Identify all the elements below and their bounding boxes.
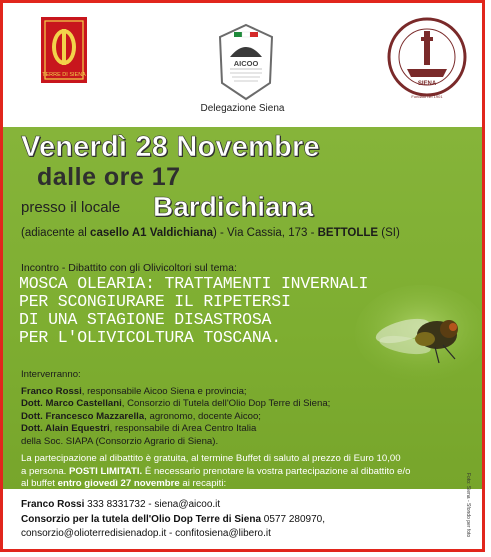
- talk-title-line: MOSCA OLEARIA: TRATTAMENTI INVERNALI: [19, 274, 369, 293]
- dop-logo: [41, 17, 87, 83]
- svg-text:AICOO: AICOO: [233, 59, 259, 68]
- svg-text:Fondato nel 1901: Fondato nel 1901: [411, 94, 443, 99]
- event-time: dalle ore 17: [37, 163, 181, 191]
- speakers-list: [21, 369, 330, 449]
- talk-title-line: DI UNA STAGIONE DISASTROSA: [19, 310, 272, 329]
- speaker-item: Dott. Francesco Mazzarella, agronomo, docente Aicoo;: [21, 410, 261, 422]
- aicoo-logo: [216, 23, 276, 101]
- contact-line: consorzio@olioterredisienadop.it - confitosiena@libero.it: [21, 528, 271, 539]
- venue-address: (adiacente al casello A1 Valdichiana) - Via Cassia, 173 - BETTOLLE (SI): [21, 227, 400, 239]
- event-date: Venerdì 28 Novembre: [21, 131, 320, 163]
- contacts-block: [21, 498, 325, 542]
- talk-intro: Incontro - Dibattito con gli Olivicoltori sul tema:: [21, 262, 237, 274]
- speaker-item: Dott. Marco Castellani, Consorzio di Tutela dell'Olio Dop Terre di Siena;: [21, 398, 331, 410]
- contact-line: Consorzio per la tutela dell'Olio Dop Terre di Siena 0577 280970,: [21, 513, 325, 525]
- speakers-heading: Interverranno:: [21, 369, 81, 380]
- speaker-item: Dott. Alain Equestri, responsabile di Area Centro Italia: [21, 423, 257, 435]
- contact-line: Franco Rossi 333 8331732 - siena@aicoo.it: [21, 499, 221, 510]
- participation-info: La partecipazione al dibattito è gratuita, al termine Buffet di saluto al prezzo di Euro 10,00 a persona. POSTI LIMITATI. È necessario prenotare la vostra partecipazione al dibattito e/o al buffet entro giovedì 27 novembre ai recapiti:: [21, 453, 411, 489]
- delegazione-label: Delegazione Siena: [200, 103, 285, 114]
- talk-title: [19, 275, 379, 347]
- talk-title-line: PER L'OLIVICOLTURA TOSCANA.: [19, 328, 281, 347]
- presso-label: presso il locale: [21, 199, 121, 216]
- speaker-item: della Soc. SIAPA (Consorzio Agrario di Siena).: [21, 435, 219, 447]
- photo-credit: Foto: Siena - Sfondo per foto: [465, 473, 471, 538]
- svg-text:SIENA: SIENA: [417, 81, 437, 87]
- speaker-item: Franco Rossi, responsabile Aicoo Siena e provincia;: [21, 385, 247, 397]
- svg-text:TERRE DI SIENA: TERRE DI SIENA: [42, 72, 86, 78]
- venue-name: Bardichiana: [153, 191, 314, 222]
- consorzio-agrario-logo: [385, 15, 469, 101]
- talk-title-line: PER SCONGIURARE IL RIPETERSI: [19, 292, 291, 311]
